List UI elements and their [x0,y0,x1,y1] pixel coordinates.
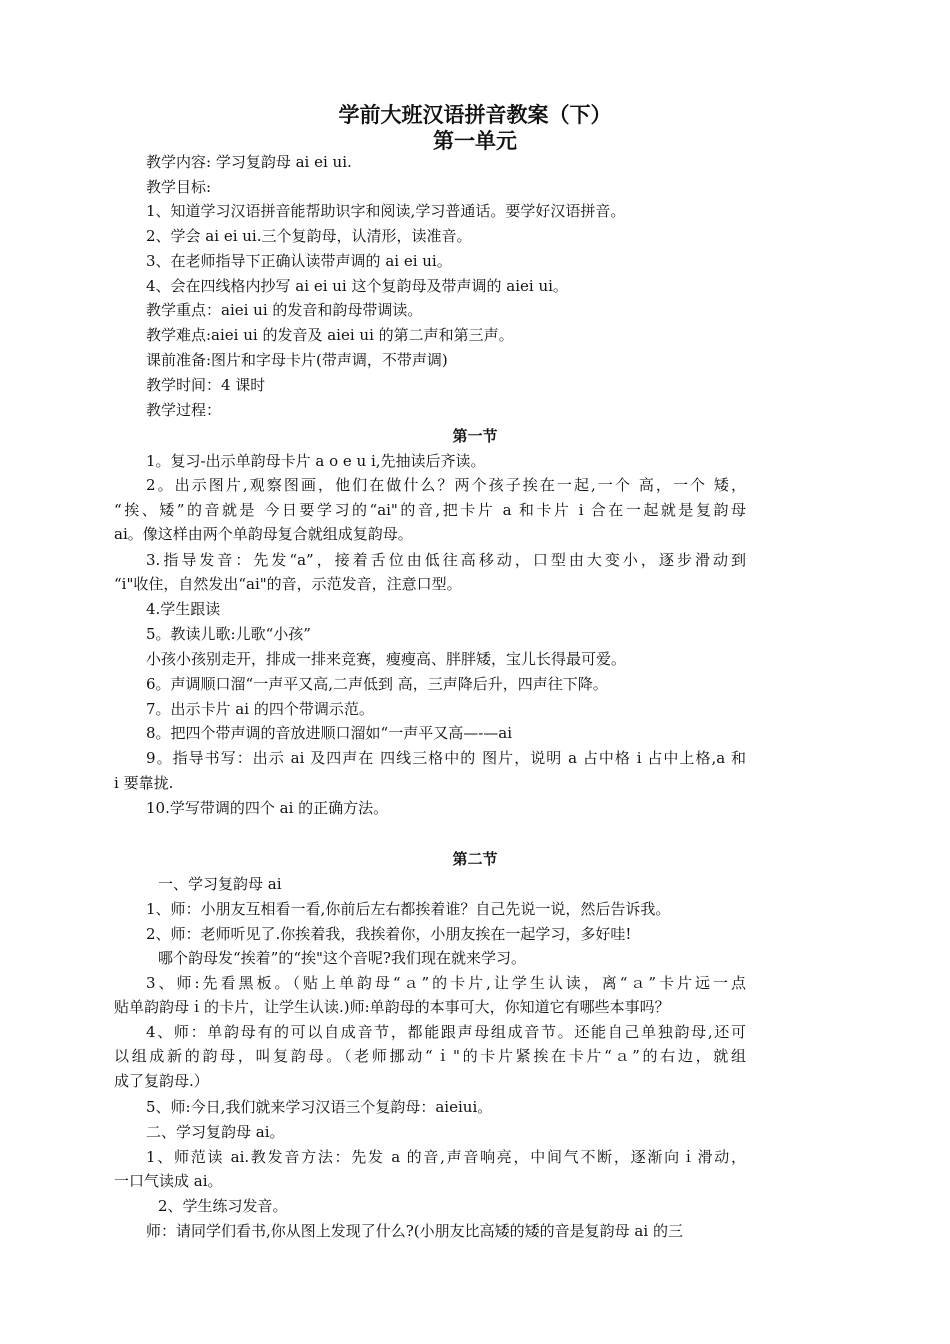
intro-process: 教学过程： [146,401,222,419]
s2-part-2-step-1: 1、师范读 ai.教发音方法：先发 a 的音,声音响亮，中间气不断，逐渐向ｉ滑动， [146,1148,746,1166]
document-title: 学前大班汉语拼音教案（下） [338,102,612,127]
s1-item-3-end: “i"收住，自然发出“ai"的音，示范发音，注意口型。 [114,575,462,593]
s1-item-2: 2。出示图片,观察图画，他们在做什么？两个孩子挨在一起,一个 高，一个 矮， [146,476,746,494]
s1-rhyme: 小孩小孩别走开，排成一排来竞赛，瘦瘦高、胖胖矮，宝儿长得最可爱。 [146,650,627,668]
s2-step-4-end: 成了复韵母.） [114,1072,209,1090]
intro-goal-3: 3、在老师指导下正确认读带声调的 ai ei ui。 [146,252,452,270]
s2-step-5: 5、师:今日,我们就来学习汉语三个复韵母：aieiui。 [146,1098,493,1116]
s2-step-1: 1、师：小朋友互相看一看,你前后左右都挨着谁？自己先说一说，然后告诉我。 [146,900,671,918]
s1-item-4: 4.学生跟读 [146,600,221,618]
s1-item-5: 5。教读儿歌:儿歌“小孩” [146,625,311,643]
s1-item-9-end: i 要靠拢. [114,774,174,792]
s1-item-2-cont: “挨、矮”的音就是 今日要学习的“ai"的音,把卡片 a 和卡片 i 合在一起就是复韵母 [114,501,746,519]
s2-part-2-step-1-end: 一口气读成 ai。 [114,1172,223,1190]
s1-item-7: 7。出示卡片 ai 的四个带调示范。 [146,700,374,718]
s2-part-1: 一、学习复韵母 ai [158,875,282,893]
s1-item-6: 6。声调顺口溜“一声平又高,二声低到 高，三声降后升，四声往下降。 [146,675,608,693]
intro-goals-label: 教学目标: [146,178,212,196]
s2-step-4: 4、师：单韵母有的可以自成音节，都能跟声母组成音节。还能自己单独韵母,还可 [146,1023,746,1041]
s1-item-9: 9。指导书写：出示 ai 及四声在 四线三格中的 图片，说明 a 占中格 i 占中上格,a 和 [146,749,746,767]
s1-item-10: 10.学写带调的四个 ai 的正确方法。 [146,799,389,817]
s2-teacher-line: 师：请同学们看书,你从图上发现了什么?(小朋友比高矮的矮的音是复韵母 ai 的三 [146,1222,683,1240]
s2-part-2-step-2: 2、学生练习发音。 [158,1197,288,1215]
s1-item-8: 8。把四个带声调的音放进顺口溜如“一声平又高—-—ai [146,724,513,742]
intro-difficulties: 教学难点:aiei ui 的发音及 aiei ui 的第二声和第三声。 [146,326,514,344]
s2-step-4-cont: 以组成新的韵母，叫复韵母。（老师挪动“ｉ"的卡片紧挨在卡片“ａ”的右边，就组 [114,1047,746,1065]
intro-key-points: 教学重点：aiei ui 的发音和韵母带调读。 [146,301,423,319]
intro-content: 教学内容: 学习复韵母 ai ei ui. [146,153,352,171]
s2-step-2-cont: 哪个韵母发“挨着”的“挨"这个音呢?我们现在就来学习。 [158,949,526,967]
unit-heading: 第一单元 [433,128,517,153]
section-2-heading: 第二节 [452,850,498,868]
intro-goal-2: 2、学会 ai ei ui.三个复韵母，认清形，读准音。 [146,227,472,245]
s2-step-3: 3、师:先看黑板。（贴上单韵母“ａ”的卡片,让学生认读，离“ａ”卡片远一点 [146,974,746,992]
intro-goal-4: 4、会在四线格内抄写 ai ei ui 这个复韵母及带声调的 aiei ui。 [146,277,568,295]
s1-item-3: 3.指导发音：先发“a”，接着舌位由低往高移动，口型由大变小，逐步滑动到 [146,551,746,569]
s2-step-2: 2、师：老师听见了.你挨着我，我挨着你，小朋友挨在一起学习，多好哇! [146,925,632,943]
intro-preparation: 课前准备:图片和字母卡片(带声调，不带声调) [146,351,448,369]
s2-part-2: 二、学习复韵母 ai。 [146,1123,285,1141]
section-1-heading: 第一节 [452,427,498,445]
s1-item-1: 1。复习-出示单韵母卡片 a o e u i,先抽读后齐读。 [146,452,486,470]
s2-step-3-end: 贴单韵韵母ｉ的卡片，让学生认读.)师:单韵母的本事可大，你知道它有哪些本事吗？ [114,998,670,1016]
s1-item-2-end: ai。像这样由两个单韵母复合就组成复韵母。 [114,525,413,543]
intro-goal-1: 1、知道学习汉语拼音能帮助识字和阅读,学习普通话。要学好汉语拼音。 [146,202,626,220]
intro-time: 教学时间：4 课时 [146,376,266,394]
